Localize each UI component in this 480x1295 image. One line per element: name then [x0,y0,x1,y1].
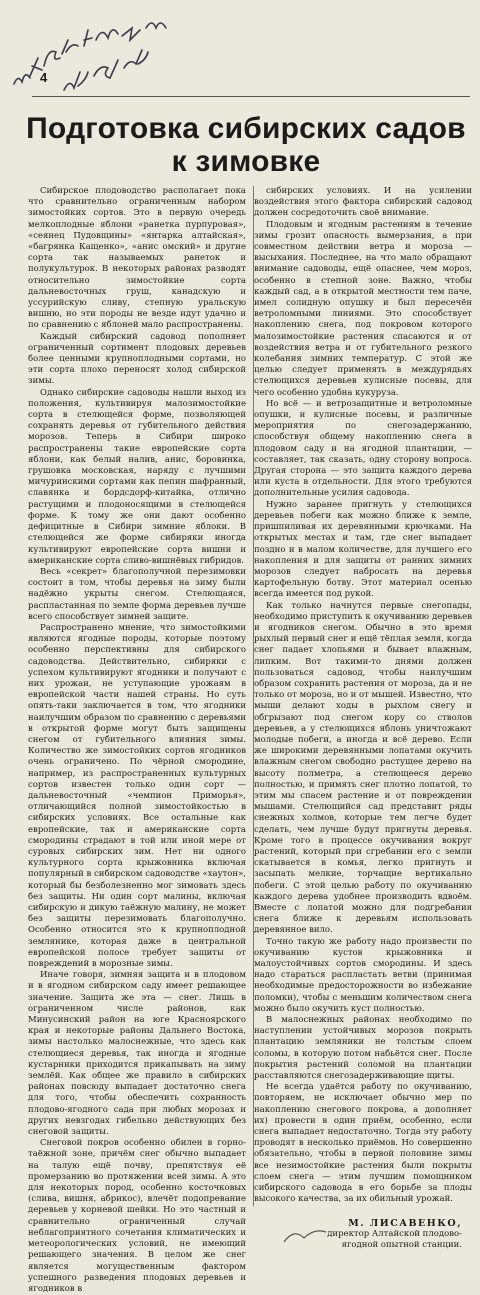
paragraph: Как только начнутся первые снегопады, необходимо приступить к окучиванию деревьев и ягодников снегом. Обычно в это время рыхлый первый снег и ещё тёплая земля, когда снег падает хлопьями и бывает влажным, липким. Вот такими-то днями должен пользоваться садовод, чтобы наилучшим образом сохранить растения от мороза, да и не только от мороза, но и от мышей. Известно, что мыши делают ходы в рыхлом снегу и обгрызают под снегом кору со стволов деревьев, а у стелющихся яблонь уничтожают молодые побеги, а иногда и всё дерево. Если же широкими деревянными лопатами окучить влажным снегом свободно растущее дерево на высоту полметра, а стелющееся дерево полностью, и примять снег плотно лопатой, то этим мы спасем растение и от повреждения мышами. Стелющийся сад представит ряды снежных холмов, которые тем легче будет сделать, чем лучше будут пригнуты деревья. Кроме того в процессе окучивания вокруг растений, который при сгребании его с земли скатывается в комья, легко пригнуть и засыпать мелкие, торчащие вертикально побеги. С этой целью работу по окучиванию каждого дерева удобнее производить вдвоём. Вместе с лопатой можно для подгребания снега ближе к деревьям использовать деревянное вило. [254,600,472,936]
paragraph: Распространено мнение, что зимостойкими являются ягодные породы, которые поэтому особенно перспективны для сибирского садоводства. Действительно, сибиряки с успехом культивируют ягодники и получают с них урожаи, не уступающие урожаям в европейской части нашей страны. Но суть опять-таки заключается в том, что ягодники наилучшим образом по сравнению с деревьями в открытой форме могут быть защищены снегом от губительного влияния зимы. Количество же зимостойких сортов ягодников очень ограничено. По чёрной смородине, например, из распространенных культурных сортов известен только один сорт — дальневосточный «чемпион Приморья», отличающийся полной зимостойкостью в сибирских условиях. Все остальные как европейские, так и американские сорта смородины страдают в той или иной мере от суровых сибирских зим. Нет ни одного культурного сорта крыжовника включая популярный в сибирском садоводстве «хаутон», который бы безболезненно мог зимовать здесь без защиты. Ни один сорт малины, включая сибирскую и дикую таёжную малину, не может без защиты перезимовать благополучно. Особенно относится это к крупноплодной землянике, которая даже в центральной европейской полосе требует защиты от повреждений в морозные зимы. [28,622,246,970]
author-signature [327,1218,462,1251]
author-title-line-1: директор Алтайской плодово- [327,1229,462,1239]
top-rule [32,96,470,97]
page-number: 4 [40,70,48,85]
handwritten-annotation [4,6,214,92]
author-name: М. ЛИСАВЕНКО, [348,1218,462,1229]
paragraph: Снеговой покров особенно обилен в горно-таёжной зоне, причём снег обычно выпадает на талую ещё почву, препятствуя её промерзанию во протяжении всей зимы. А это для некоторых пород, особенно косточковых (слива, вишня, абрикос), влечёт подопревание деревьев у корневой шейки. Но это частный и сравнительно ограниченный случай неблагоприятного сочетания климатических и метеорологических условий, не имеющий решающего значения. В целом же снег является могущественным фактором успешного разведения плодовых деревьев и ягодников в [28,1138,246,1294]
paragraph: Иначе говоря, зимняя защита и в плодовом и в ягодном сибирском саду имеет решающее значение. Защита же эта — снег. Лишь в ограниченном числе районов, как Минусинский район на юге Красноярского края и некоторые районы Дальнего Востока, зимы настолько малоснежные, что здесь как стелющиеся деревья, так иногда и ягодные кустарники приходится прикапывать на зиму землёй. Как общее же правило в сибирских районах повсюду выпадает достаточно снега для того, чтобы обеспечить сохранность плодово-ягодного сада при любых морозах и других невзгодах гибельно действующих без снеговой защиты. [28,970,246,1138]
paragraph: Нужно заранее пригнуть у стелющихся деревьев побеги как можно ближе к земле, пришпиливая их деревянными крючками. На открытых местах и там, где снег выпадает поздно и в малом количестве, для лучшего его накопления и для защиты от ранних зимних морозов следует набросать на деревья картофельную ботву. Этот материал осенью всегда имеется под рукой. [254,499,472,600]
paragraph: Точно такую же работу надо произвести по окучиванию кустов крыжовника и малоустойчивых сортов смородины. И здесь надо стараться распластать ветви (принимая необходимые предосторожности во избежание поломки), чтобы с меньшим количеством снега можно было окучить куст полностью. [254,936,472,1014]
paragraph: Сибирское плодоводство располагает пока что сравнительно ограниченным набором зимостойких сортов. Это в первую очередь мелкоплодные яблони «ранетка пурпуровая», «сеянец Пудовщины» «янтарка алтайская», «багрянка Кащенко», «анис омский» и другие сорта так называемых ранеток и полукультурок. В некоторых районах разводят относительно зимостойкие сорта дальневосточных груш, канадскую и уссурийскую сливу, степную уральскую вишню, но эти породы не везде идут удачно и по сравнению с яблоней мало распространены. [28,186,246,331]
paragraph: Плодовым и ягодным растениям в течение зимы грозит опасность вымерзания, а при совместном действии ветра и мороза — высыхания. Последнее, на что мало обращают внимание садоводы, ещё опаснее, чем мороз, особенно в степной зоне. Важно, чтобы каждый сад, а в открытой местности тем паче, имел солидную опушку и был пересечён ветроломными линиями. Это способствует накоплению снега, под покровом которого малозимостойкие растения спасаются и от воздействия ветра и от губительного резкого колебания зимних температур. С этой же целью следует применять в междурядьях стелющихся деревьев кулисные посевы, для чего особенно удобна кукуруза. [254,219,472,398]
column-divider [253,186,254,1206]
headline-line-2: к зимовке [171,145,321,178]
paragraph: Но всё — и ветрозащитные и ветроломные опушки, и кулисные посевы, и различные мероприятия по снегозадержанию, способствуя общему накоплению снега в плодовом саду и на ягодной плантации, — составляет, так сказать, одну сторону вопроса. Другая сторона — это защита каждого дерева или куста в отдельности. Для этого требуются дополнительные усилия садовода. [254,398,472,499]
right-column [254,186,472,1206]
paragraph: Каждый сибирский садовод пополняет ограниченный сортимент плодовых деревьев более ценными крупноплодными сортами, но эти сорта плохо переносят холод сибирской зимы. [28,331,246,387]
headline-line-1: Подготовка сибирских садов [26,112,466,145]
paragraph: Однако сибирские садоводы нашли выход из положения, культивируя малозимостойкие сорта в стелющейся форме, позволяющей сохранять деревья от губительного действия морозов. Теперь в Сибири широко распространены такие европейские сорта яблони, как белый налив, анис, боровинка, грушовка московская, наряду с лучшими мичуринскими сортами как пепин шафранный, славянка и бордсдорф-китайка, отлично растущими и плодоносящими в стелющейся форме. К тому же они дают особенно дефицитные в Сибири зимние яблоки. В стелющейся же форме сибиряки иногда культивируют европейские сорта вишни и американские сорта сливо-вишнёвых гибридов. [28,387,246,566]
paragraph: сибирских условиях. И на усилении воздействия этого фактора сибирский садовод должен сосредоточить своё внимание. [254,186,472,219]
article-headline [22,112,470,178]
ink-stamp [282,1228,328,1246]
handwriting-scribble-icon [4,6,214,92]
left-column [28,186,246,1294]
paragraph: Весь «секрет» благополучной перезимовки состоит в том, чтобы деревья на зиму были надёжно укрыты снегом. Стелющаяся, распластанная по земле форма деревьев лучше всего способствует зимней защите. [28,566,246,622]
paragraph: В малоснежных районах необходимо по наступлении устойчивых морозов покрыть плантацию земляники не толстым слоем соломы, в которую потом набьётся снег. После покрытия растений соломой на плантации расставляются снегозадерживающие щиты. [254,1015,472,1082]
author-title-line-2: ягодной опытной станции. [341,1240,462,1250]
paragraph: Не всегда удаётся работу по окучиванию, повторяем, не исключает обычно мер по накоплению снегового покрова, а дополняет их) провести в один приём, особенно, если снега выпадает недостаточно. Тогда эту работу проводят в несколько приёмов. Но совершенно обязательно, чтобы в первой половине зимы все незимостойкие растения были покрыты слоем снега — этим лучшим помощником сибирского садовода в его борьбе за плоды высокого качества, за их обильный урожай. [254,1082,472,1205]
